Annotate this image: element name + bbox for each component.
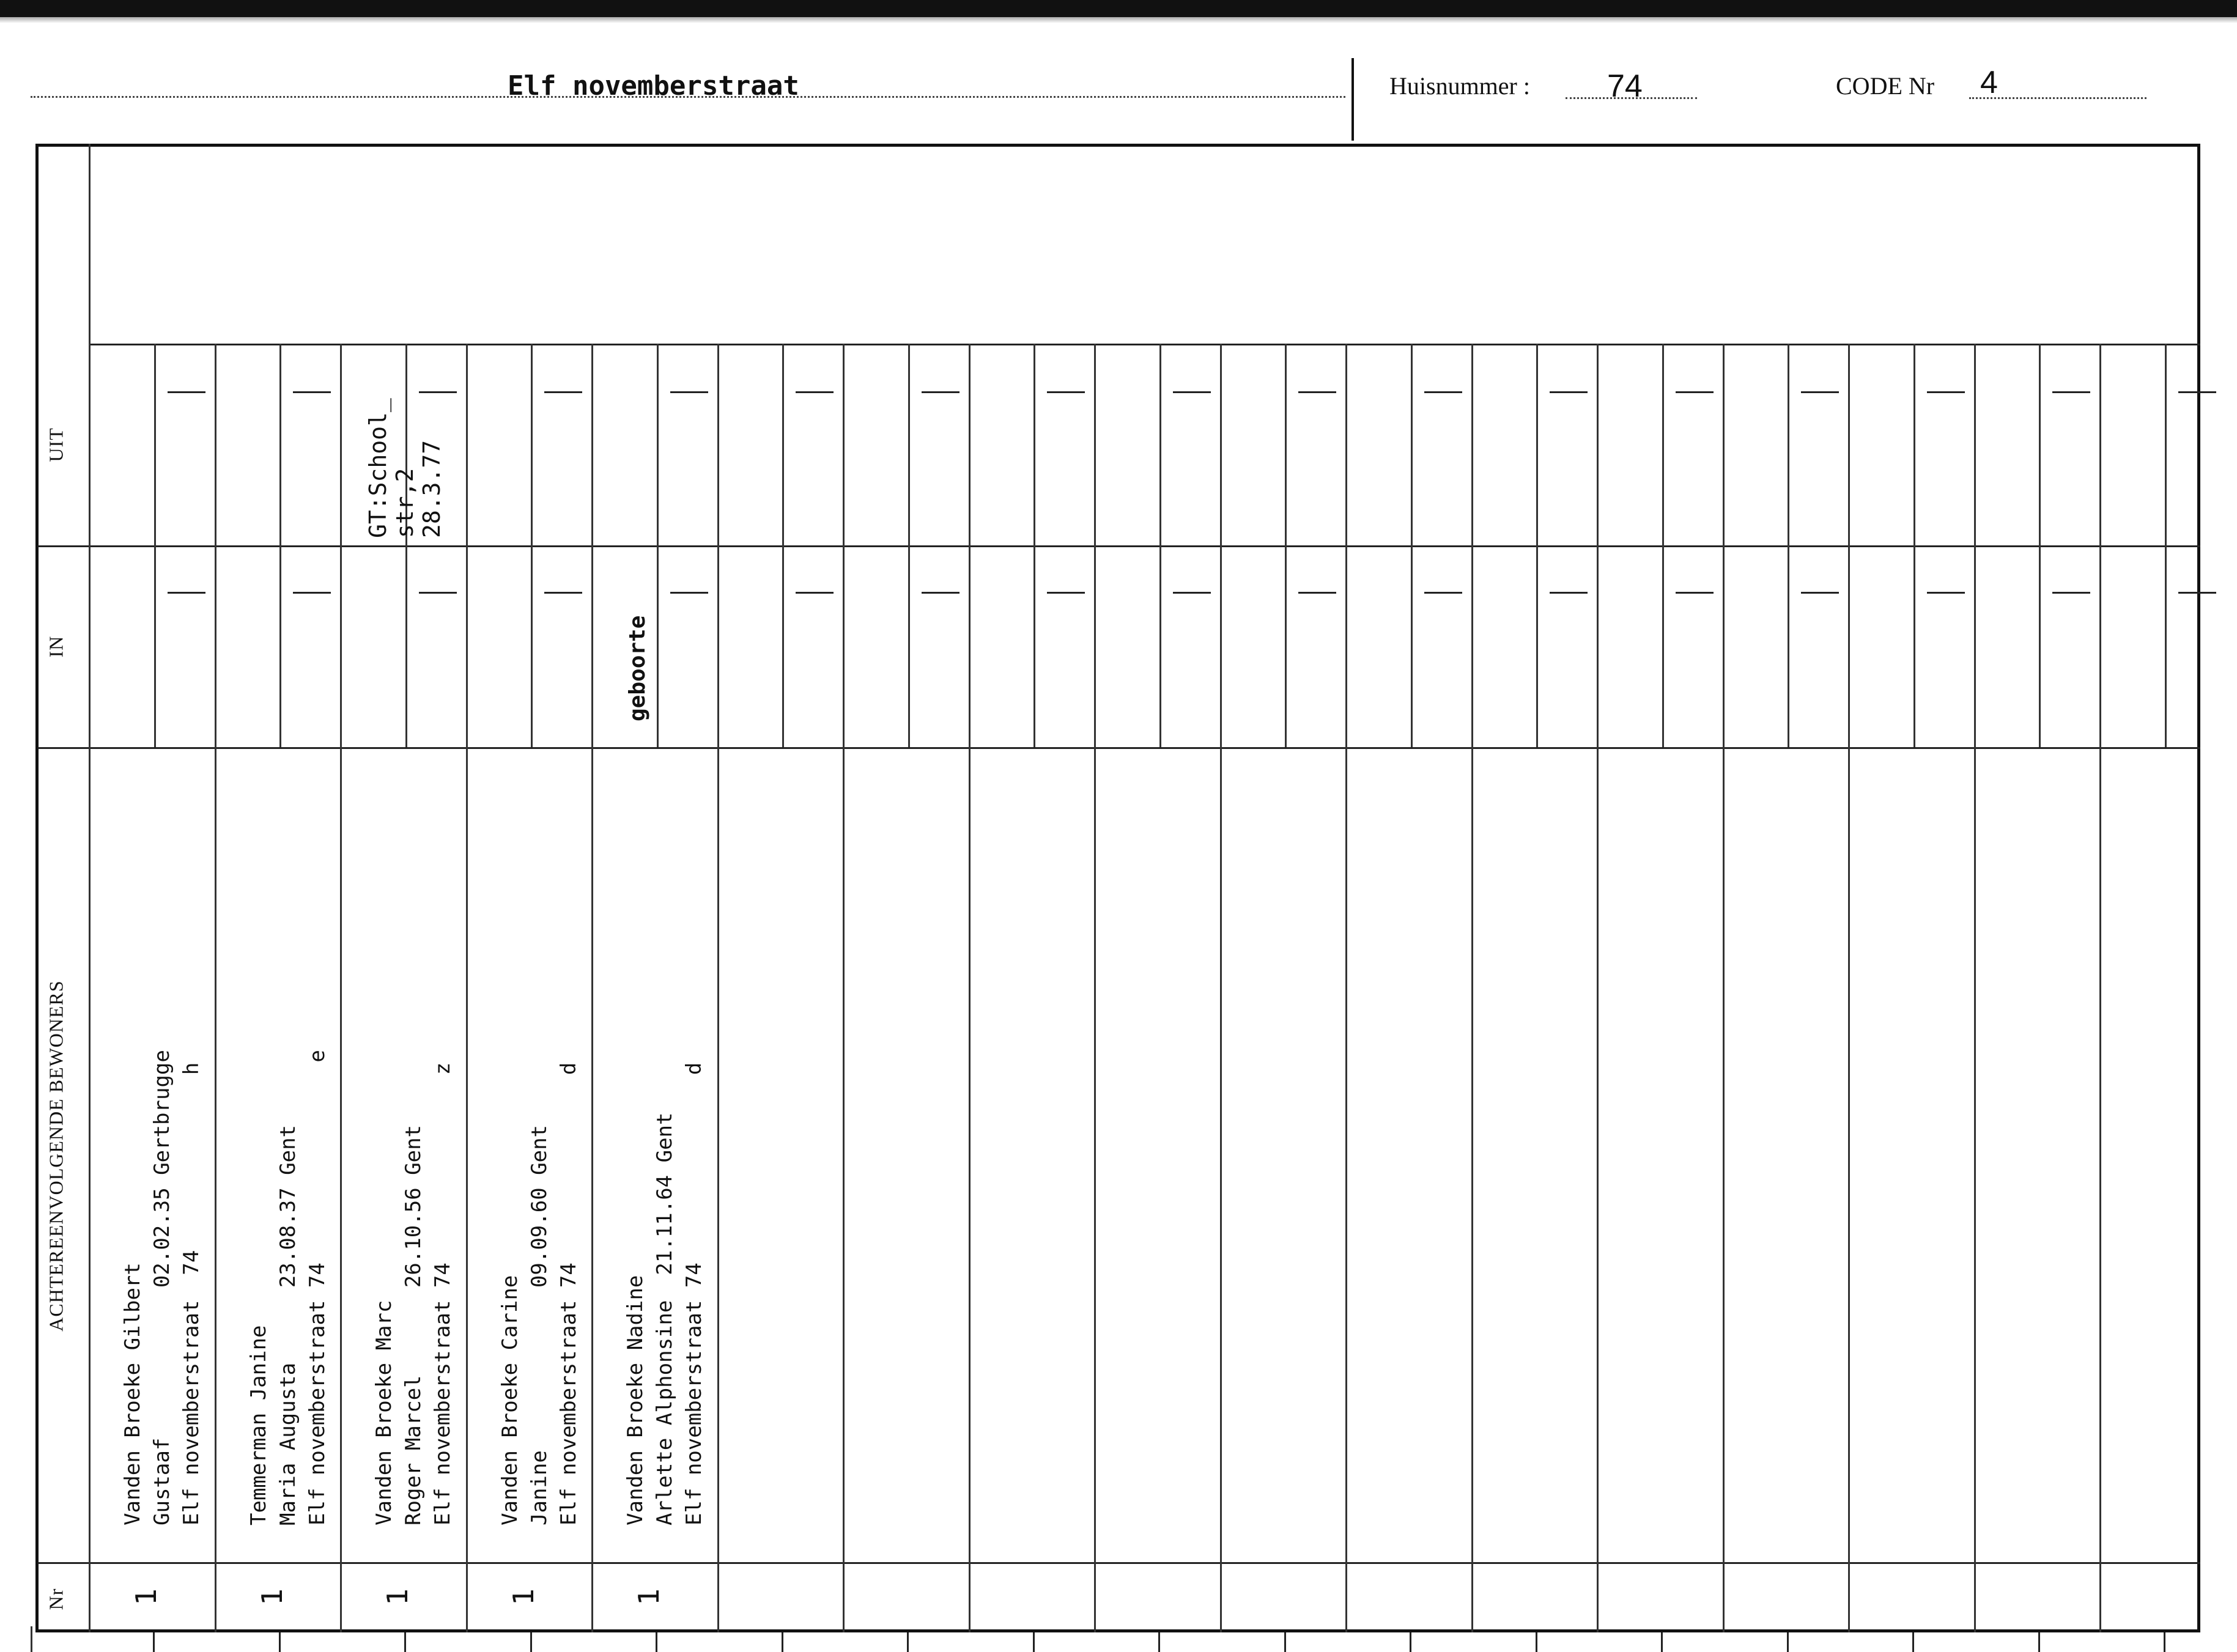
column-divider xyxy=(969,344,971,1632)
resident-nr: 1 xyxy=(506,1588,540,1606)
uit-subdivider xyxy=(1033,344,1035,545)
left-margin-mark xyxy=(31,1626,32,1652)
house-number-value: 74 xyxy=(1607,68,1643,104)
column-divider xyxy=(466,344,468,1632)
resident-line: Vanden Broeke Gilbert xyxy=(120,1263,145,1525)
uit-subdivider xyxy=(1536,344,1538,545)
column-divider xyxy=(340,344,342,1632)
bottom-tick xyxy=(2164,1632,2165,1652)
in-dash xyxy=(922,592,960,594)
resident-line: Maria Augusta 23.08.37 Gent xyxy=(275,1124,300,1525)
uit-subdivider xyxy=(1913,344,1915,545)
in-subdivider xyxy=(1913,545,1915,747)
code-value: 4 xyxy=(1980,65,1998,100)
in-dash xyxy=(1424,592,1462,594)
resident-nr: 1 xyxy=(255,1588,289,1606)
in-subdivider xyxy=(279,545,281,747)
uit-dash xyxy=(1801,391,1839,393)
in-subdivider xyxy=(2165,545,2167,747)
row-divider xyxy=(38,1562,2200,1564)
uit-dash xyxy=(1550,391,1588,393)
form-header xyxy=(0,58,2237,144)
in-dash xyxy=(796,592,834,594)
column-divider xyxy=(215,344,216,1632)
bottom-tick xyxy=(1158,1632,1160,1652)
label-column-divider xyxy=(89,144,91,1632)
uit-subdivider xyxy=(1788,344,1789,545)
bottom-tick xyxy=(1661,1632,1663,1652)
resident-line: Elf novemberstraat 74 z xyxy=(431,1062,455,1525)
column-divider xyxy=(717,344,719,1632)
row-label-bewoners: ACHTEREENVOLGENDE BEWONERS xyxy=(45,979,67,1332)
uit-subdivider xyxy=(1285,344,1287,545)
in-subdivider xyxy=(2039,545,2041,747)
row-divider xyxy=(38,747,2200,749)
uit-dash xyxy=(544,391,582,393)
column-divider xyxy=(1345,344,1347,1632)
uit-dash xyxy=(1424,391,1462,393)
in-subdivider xyxy=(1536,545,1538,747)
row-divider xyxy=(38,545,2200,547)
uit-dash xyxy=(2052,391,2090,393)
in-subdivider xyxy=(908,545,910,747)
uit-subdivider xyxy=(2039,344,2041,545)
resident-line: Vanden Broeke Carine xyxy=(497,1275,522,1525)
uit-dash xyxy=(293,391,331,393)
resident-line: Elf novemberstraat 74 e xyxy=(305,1050,330,1525)
column-divider xyxy=(843,344,845,1632)
resident-line: Roger Marcel 26.10.56 Gent xyxy=(401,1124,426,1525)
bottom-tick xyxy=(782,1632,783,1652)
resident-nr: 1 xyxy=(380,1588,414,1606)
row-label-in: IN xyxy=(45,635,67,658)
column-divider xyxy=(1974,344,1976,1632)
column-divider xyxy=(1848,344,1850,1632)
bottom-tick xyxy=(1536,1632,1537,1652)
in-subdivider xyxy=(1285,545,1287,747)
in-dash xyxy=(2052,592,2090,594)
in-dash xyxy=(1676,592,1714,594)
uit-dash xyxy=(419,391,457,393)
column-divider xyxy=(1471,344,1473,1632)
uit-dash xyxy=(1047,391,1085,393)
uit-subdivider xyxy=(1159,344,1161,545)
in-entry: geboorte xyxy=(625,615,650,721)
bottom-tick xyxy=(153,1632,155,1652)
in-subdivider xyxy=(531,545,533,747)
uit-subdivider xyxy=(782,344,784,545)
row-label-nr: Nr xyxy=(45,1588,67,1610)
column-divider xyxy=(2099,344,2101,1632)
in-dash xyxy=(1047,592,1085,594)
resident-line: Vanden Broeke Marc xyxy=(372,1300,396,1525)
in-dash xyxy=(1927,592,1965,594)
bottom-tick xyxy=(1284,1632,1286,1652)
in-subdivider xyxy=(1159,545,1161,747)
uit-subdivider xyxy=(908,344,910,545)
in-subdivider xyxy=(782,545,784,747)
register-table xyxy=(35,144,2200,1632)
resident-line: Janine 09.09.60 Gent xyxy=(527,1124,552,1525)
header-separator xyxy=(1351,58,1354,141)
resident-line: Arlette Alphonsine 21.11.64 Gent xyxy=(653,1112,677,1525)
bottom-tick xyxy=(404,1632,406,1652)
bottom-tick xyxy=(1033,1632,1035,1652)
uit-dash xyxy=(1676,391,1714,393)
row-label-uit: UIT xyxy=(45,427,67,462)
column-divider xyxy=(1220,344,1222,1632)
uit-dash xyxy=(1927,391,1965,393)
bottom-tick xyxy=(1410,1632,1411,1652)
bottom-tick xyxy=(2038,1632,2040,1652)
in-subdivider xyxy=(154,545,156,747)
house-number-label: Huisnummer : xyxy=(1389,72,1530,100)
uit-entry: 28.3.77 xyxy=(418,440,445,538)
in-subdivider xyxy=(1788,545,1789,747)
uit-dash xyxy=(2178,391,2216,393)
scan-top-edge xyxy=(0,0,2237,17)
in-subdivider xyxy=(1662,545,1664,747)
column-divider xyxy=(1723,344,1725,1632)
in-subdivider xyxy=(1033,545,1035,747)
bottom-tick xyxy=(530,1632,532,1652)
uit-subdivider xyxy=(531,344,533,545)
uit-dash xyxy=(796,391,834,393)
uit-subdivider xyxy=(154,344,156,545)
in-subdivider xyxy=(1411,545,1413,747)
resident-line: Elf novemberstraat 74 h xyxy=(179,1062,204,1525)
resident-line: Gustaaf 02.02.35 Gertbrugge xyxy=(150,1050,174,1525)
uit-subdivider xyxy=(279,344,281,545)
uit-entry: GT:School_ xyxy=(364,398,391,538)
uit-subdivider xyxy=(657,344,659,545)
in-dash xyxy=(2178,592,2216,594)
bottom-tick xyxy=(279,1632,281,1652)
bottom-tick xyxy=(907,1632,909,1652)
column-divider xyxy=(591,344,593,1632)
in-dash xyxy=(168,592,205,594)
bottom-tick xyxy=(1787,1632,1789,1652)
bottom-tick xyxy=(1912,1632,1914,1652)
scan-shadow xyxy=(0,17,2237,23)
code-label: CODE Nr xyxy=(1836,72,1935,100)
in-dash xyxy=(1298,592,1336,594)
in-dash xyxy=(419,592,457,594)
uit-dash xyxy=(922,391,960,393)
resident-line: Elf novemberstraat 74 d xyxy=(556,1062,581,1525)
resident-line: Vanden Broeke Nadine xyxy=(623,1275,648,1525)
uit-dash xyxy=(1298,391,1336,393)
uit-entry: str,2 xyxy=(391,468,418,538)
in-dash xyxy=(544,592,582,594)
in-dash xyxy=(670,592,708,594)
in-dash xyxy=(1801,592,1839,594)
resident-nr: 1 xyxy=(632,1588,665,1606)
street-name: Elf novemberstraat xyxy=(508,70,799,101)
uit-dash xyxy=(168,391,205,393)
resident-line: Elf novemberstraat 74 d xyxy=(682,1062,706,1525)
column-divider xyxy=(1597,344,1599,1632)
uit-subdivider xyxy=(1662,344,1664,545)
in-subdivider xyxy=(657,545,659,747)
uit-subdivider xyxy=(2165,344,2167,545)
in-dash xyxy=(293,592,331,594)
in-dash xyxy=(1173,592,1211,594)
resident-nr: 1 xyxy=(129,1588,163,1606)
column-divider xyxy=(1094,344,1096,1632)
bottom-tick xyxy=(656,1632,657,1652)
uit-subdivider xyxy=(1411,344,1413,545)
in-subdivider xyxy=(405,545,407,747)
resident-line: Temmerman Janine xyxy=(246,1325,271,1525)
uit-dash xyxy=(1173,391,1211,393)
in-dash xyxy=(1550,592,1588,594)
uit-dash xyxy=(670,391,708,393)
